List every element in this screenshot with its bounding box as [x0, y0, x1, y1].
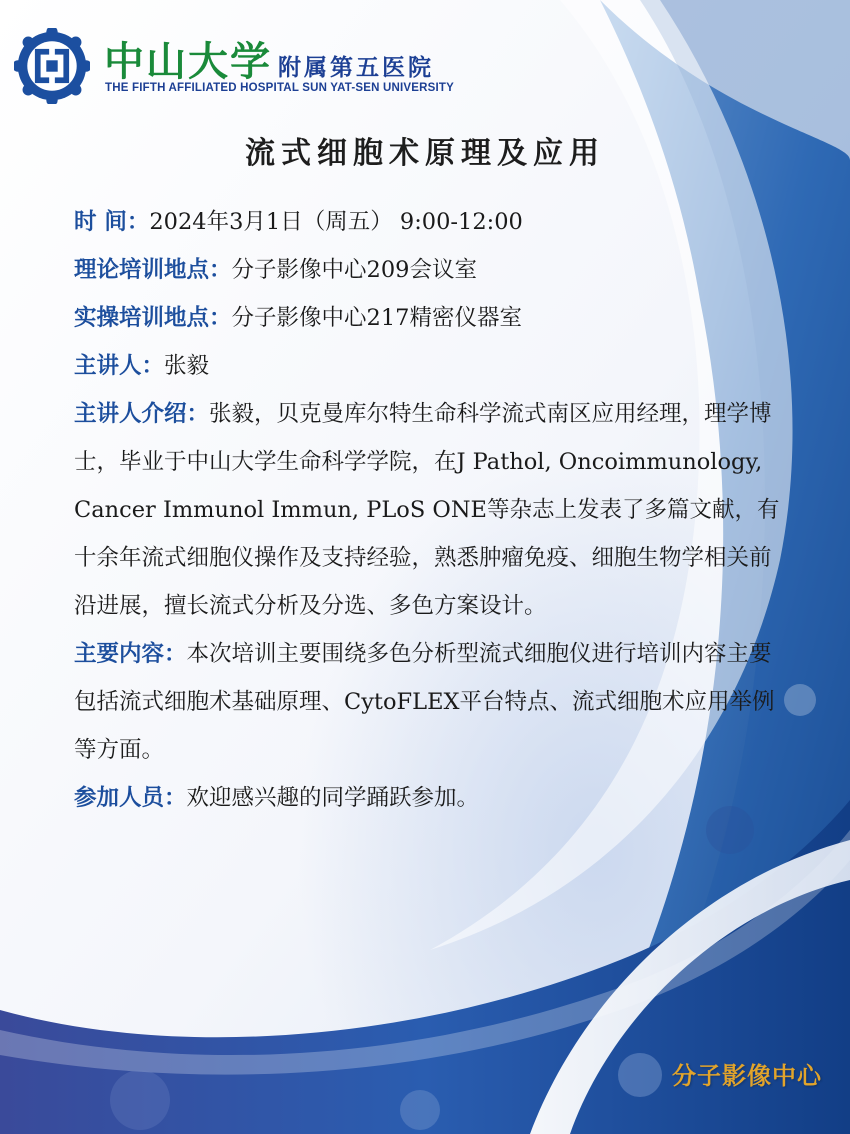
time-label: 时 间： — [74, 209, 150, 235]
hospital-emblem-icon — [14, 28, 90, 104]
speaker-intro-label: 主讲人介绍： — [74, 401, 210, 427]
attendees-row — [74, 774, 786, 822]
main-content-row — [74, 630, 786, 774]
event-details — [74, 198, 786, 822]
footer-department: 分子影像中心 — [672, 1062, 822, 1090]
speaker-intro-value: 张毅，贝克曼库尔特生命科学流式南区应用经理，理学博士，毕业于中山大学生命科学学院，在J Pathol, Oncoimmunology, Cancer Immunol Immun, PLoS ONE等杂志上发表了多篇文献，有十余年流式细胞仪操作及支持经验，熟悉肿瘤免疫、细胞生物学相关前沿进展，擅长流式分析及分选、多色方案设计。 — [74, 401, 780, 619]
theory-location-label: 理论培训地点： — [74, 257, 232, 283]
speaker-label: 主讲人： — [74, 353, 165, 379]
hospital-english-name: THE FIFTH AFFILIATED HOSPITAL SUN YAT-SEN UNIVERSITY — [105, 82, 455, 94]
hospital-logo — [14, 26, 454, 106]
speaker-value: 张毅 — [164, 353, 210, 379]
speaker-intro-row — [74, 390, 786, 630]
practice-location-row — [74, 294, 786, 342]
theory-location-row — [74, 246, 786, 294]
time-row — [74, 198, 786, 246]
main-content-value: 本次培训主要围绕多色分析型流式细胞仪进行培训内容主要包括流式细胞术基础原理、CytoFLEX平台特点、流式细胞术应用举例等方面。 — [74, 641, 775, 763]
attendees-value: 欢迎感兴趣的同学踊跃参加。 — [186, 785, 480, 811]
hospital-name: 附属第五医院 — [278, 54, 434, 81]
page-title: 流式细胞术原理及应用 — [245, 136, 605, 171]
time-value: 2024年3月1日（周五） 9:00-12:00 — [149, 209, 523, 235]
theory-location-value: 分子影像中心209会议室 — [231, 257, 477, 283]
university-name: 中山大学 — [104, 38, 272, 85]
practice-location-label: 实操培训地点： — [74, 305, 232, 331]
attendees-label: 参加人员： — [74, 785, 187, 811]
practice-location-value: 分子影像中心217精密仪器室 — [231, 305, 522, 331]
speaker-row — [74, 342, 786, 390]
main-content-label: 主要内容： — [74, 641, 187, 667]
